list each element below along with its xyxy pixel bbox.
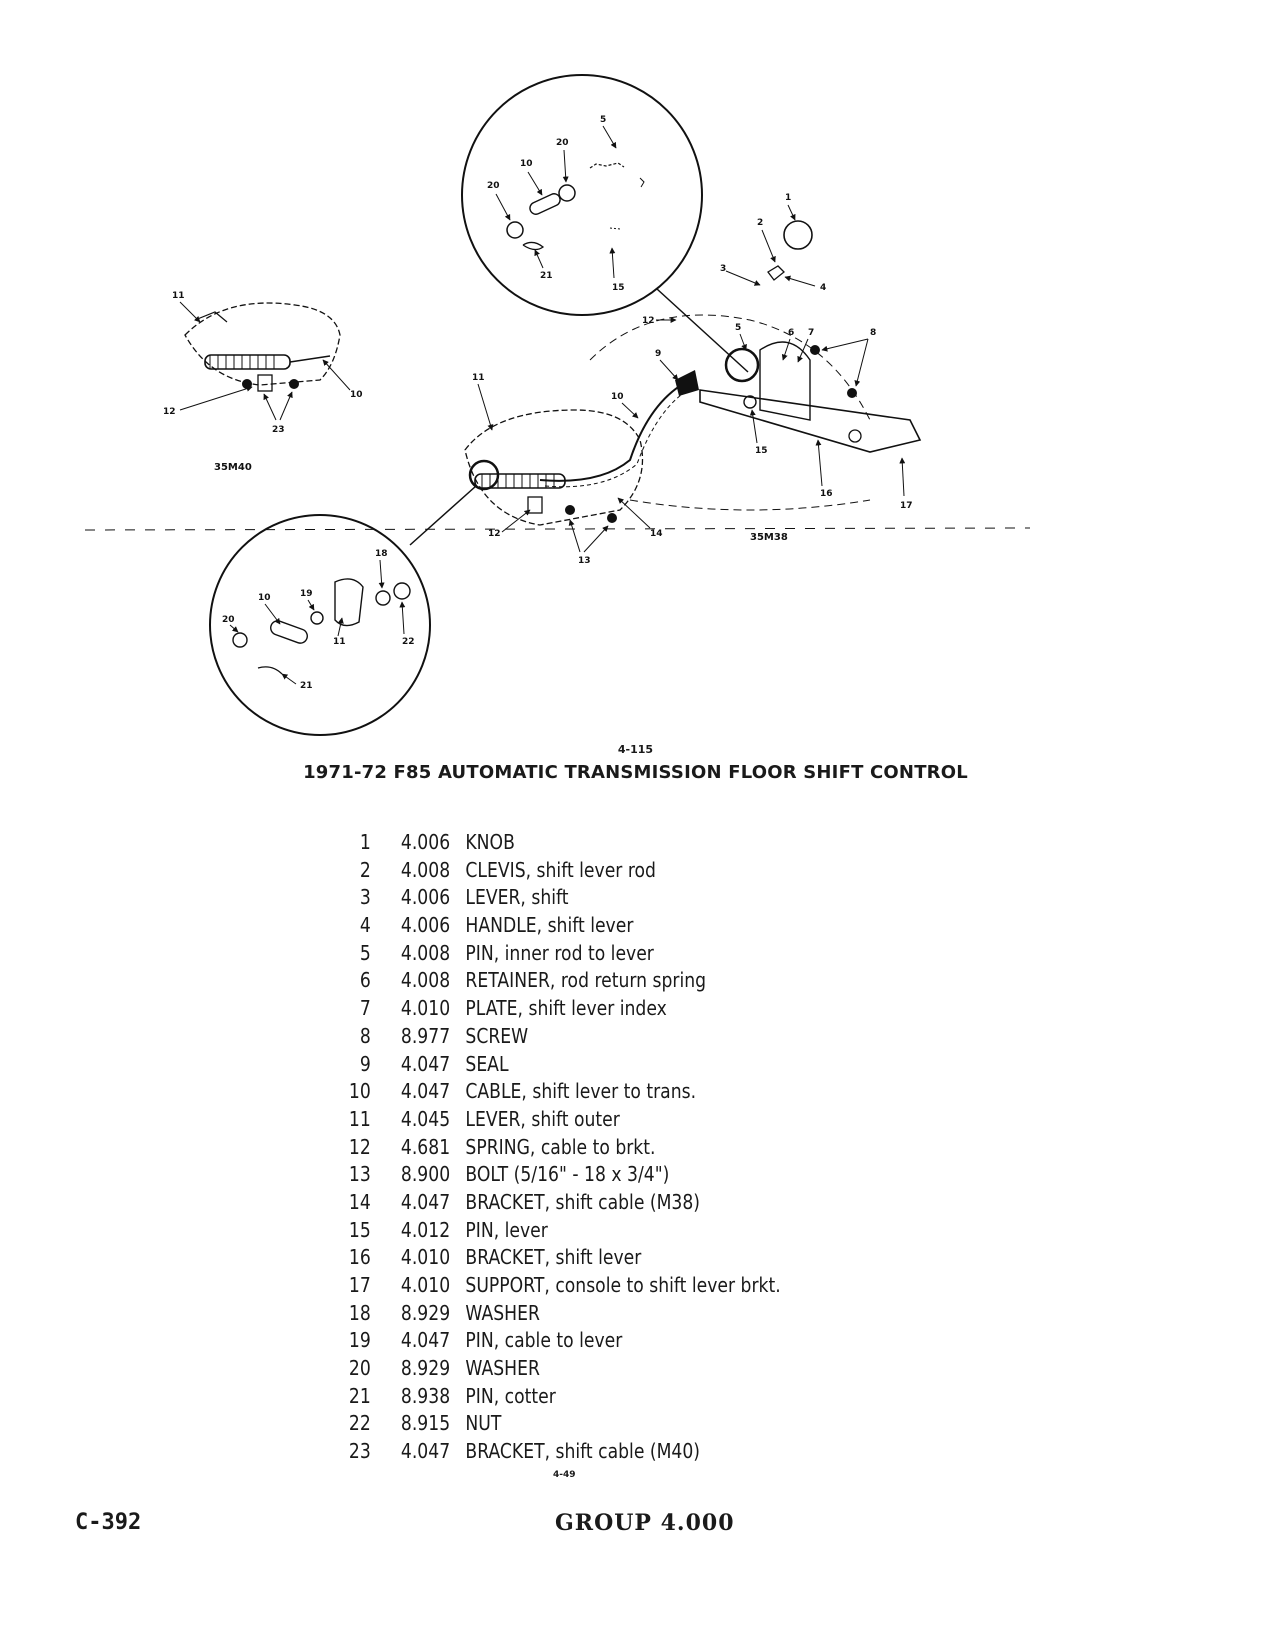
svg-text:20: 20 — [222, 615, 235, 625]
group-label: GROUP 4.000 — [555, 1510, 735, 1536]
part-number: 14 — [348, 1189, 371, 1214]
part-number: 1 — [359, 830, 371, 854]
part-description: WASHER — [465, 1300, 540, 1325]
part-description: WASHER — [465, 1356, 540, 1381]
svg-text:10: 10 — [520, 159, 533, 169]
svg-text:5: 5 — [600, 115, 607, 125]
part-number: 10 — [348, 1079, 371, 1104]
part-number: 6 — [359, 968, 371, 993]
part-number: 8 — [359, 1023, 371, 1048]
part-description: CABLE, shift lever to trans. — [465, 1079, 697, 1104]
svg-text:1: 1 — [785, 193, 792, 203]
svg-text:11: 11 — [172, 291, 185, 301]
svg-text:19: 19 — [300, 589, 313, 599]
part-description: BOLT (5/16" - 18 x 3/4") — [465, 1162, 670, 1187]
svg-text:6: 6 — [788, 328, 795, 338]
svg-text:11: 11 — [333, 637, 346, 647]
svg-text:12: 12 — [488, 529, 501, 539]
group-number: 4.008 — [400, 968, 451, 993]
group-number: 4.006 — [400, 913, 451, 938]
svg-text:17: 17 — [900, 501, 913, 511]
part-number: 5 — [359, 940, 371, 965]
part-number: 15 — [348, 1217, 371, 1242]
svg-text:3: 3 — [720, 264, 727, 274]
part-description: NUT — [465, 1411, 502, 1436]
group-number: 4.008 — [400, 857, 451, 882]
svg-text:15: 15 — [755, 446, 768, 456]
group-number: 4.012 — [400, 1217, 451, 1242]
group-number: 8.929 — [400, 1356, 451, 1381]
part-number: 18 — [348, 1300, 371, 1325]
part-number: 19 — [348, 1328, 371, 1353]
svg-text:4: 4 — [820, 283, 827, 293]
group-number: 4.047 — [400, 1051, 451, 1076]
svg-text:5: 5 — [735, 323, 742, 333]
part-number: 20 — [348, 1356, 371, 1381]
part-number: 4 — [359, 913, 371, 938]
part-number: 17 — [348, 1273, 371, 1297]
part-description: BRACKET, shift lever — [465, 1245, 642, 1270]
group-number: 4.006 — [400, 830, 451, 854]
part-number: 22 — [348, 1411, 371, 1436]
parts-list-code: 4-49 — [553, 1470, 576, 1480]
exploded-parts-diagram — [0, 0, 1271, 800]
svg-text:20: 20 — [487, 181, 500, 191]
group-number: 4.006 — [400, 885, 451, 910]
part-description: BRACKET, shift cable (M40) — [465, 1439, 701, 1464]
part-description: HANDLE, shift lever — [465, 913, 634, 938]
svg-text:22: 22 — [402, 637, 415, 647]
part-description: LEVER, shift outer — [465, 1106, 620, 1131]
svg-text:9: 9 — [655, 349, 662, 359]
part-description: BRACKET, shift cable (M38) — [465, 1189, 701, 1214]
transmission-view-m38 — [410, 193, 920, 566]
part-description: PIN, lever — [465, 1217, 548, 1242]
part-number: 3 — [359, 885, 371, 910]
part-description: SUPPORT, console to shift lever brkt. — [465, 1273, 781, 1297]
group-number: 4.681 — [400, 1134, 451, 1159]
part-description: PIN, cable to lever — [465, 1328, 623, 1353]
group-number: 8.938 — [400, 1383, 451, 1408]
part-number: 12 — [348, 1134, 371, 1159]
transmission-view-m40 — [163, 291, 363, 473]
group-number: 4.047 — [400, 1328, 451, 1353]
group-number: 4.047 — [400, 1189, 451, 1214]
group-number: 4.010 — [400, 996, 451, 1021]
group-number: 4.008 — [400, 940, 451, 965]
part-description: LEVER, shift — [465, 885, 569, 910]
svg-text:20: 20 — [556, 138, 569, 148]
svg-text:7: 7 — [808, 328, 815, 338]
svg-text:21: 21 — [300, 681, 313, 691]
svg-text:10: 10 — [611, 392, 624, 402]
part-number: 2 — [359, 857, 371, 882]
group-number: 4.010 — [400, 1245, 451, 1270]
svg-text:21: 21 — [540, 271, 553, 281]
part-number: 9 — [359, 1051, 371, 1076]
part-description: RETAINER, rod return spring — [465, 968, 707, 993]
part-number: 7 — [359, 996, 371, 1021]
group-number: 8.900 — [400, 1162, 451, 1187]
svg-text:12: 12 — [642, 316, 655, 326]
svg-text:13: 13 — [578, 556, 591, 566]
detail-circle-bottom — [210, 515, 430, 735]
part-number: 11 — [348, 1106, 371, 1131]
part-description: SPRING, cable to brkt. — [465, 1134, 656, 1159]
svg-text:10: 10 — [258, 593, 271, 603]
part-description: SEAL — [465, 1051, 509, 1076]
view-code-m40: 35M40 — [214, 462, 252, 473]
group-number: 8.915 — [400, 1411, 451, 1436]
svg-text:23: 23 — [272, 425, 285, 435]
svg-text:11: 11 — [472, 373, 485, 383]
part-number: 13 — [348, 1162, 371, 1187]
part-number: 16 — [348, 1245, 371, 1270]
svg-text:8: 8 — [870, 328, 877, 338]
part-number: 21 — [348, 1383, 371, 1408]
group-number: 8.977 — [400, 1023, 451, 1048]
part-description: PIN, cotter — [465, 1383, 556, 1408]
diagram-code: 4-115 — [617, 743, 654, 756]
svg-text:18: 18 — [375, 549, 388, 559]
page-number: C-392 — [75, 1510, 142, 1535]
part-description: PIN, inner rod to lever — [465, 940, 654, 965]
group-number: 4.045 — [400, 1106, 451, 1131]
group-number: 8.929 — [400, 1300, 451, 1325]
svg-text:12: 12 — [163, 407, 176, 417]
diagram-title: 1971-72 F85 AUTOMATIC TRANSMISSION FLOOR SHIFT CONTROL — [303, 762, 968, 783]
part-description: CLEVIS, shift lever rod — [465, 857, 656, 882]
group-number: 4.010 — [400, 1273, 451, 1297]
svg-text:14: 14 — [650, 529, 663, 539]
group-number: 4.047 — [400, 1079, 451, 1104]
svg-text:15: 15 — [612, 283, 625, 293]
part-number: 23 — [348, 1439, 371, 1464]
part-description: KNOB — [465, 830, 515, 854]
svg-text:2: 2 — [757, 218, 764, 228]
svg-text:10: 10 — [350, 390, 363, 400]
svg-text:16: 16 — [820, 489, 833, 499]
detail-circle-top — [462, 75, 748, 372]
part-description: SCREW — [465, 1023, 529, 1048]
view-code-m38: 35M38 — [750, 532, 788, 543]
part-description: PLATE, shift lever index — [465, 996, 667, 1021]
group-number: 4.047 — [400, 1439, 451, 1464]
